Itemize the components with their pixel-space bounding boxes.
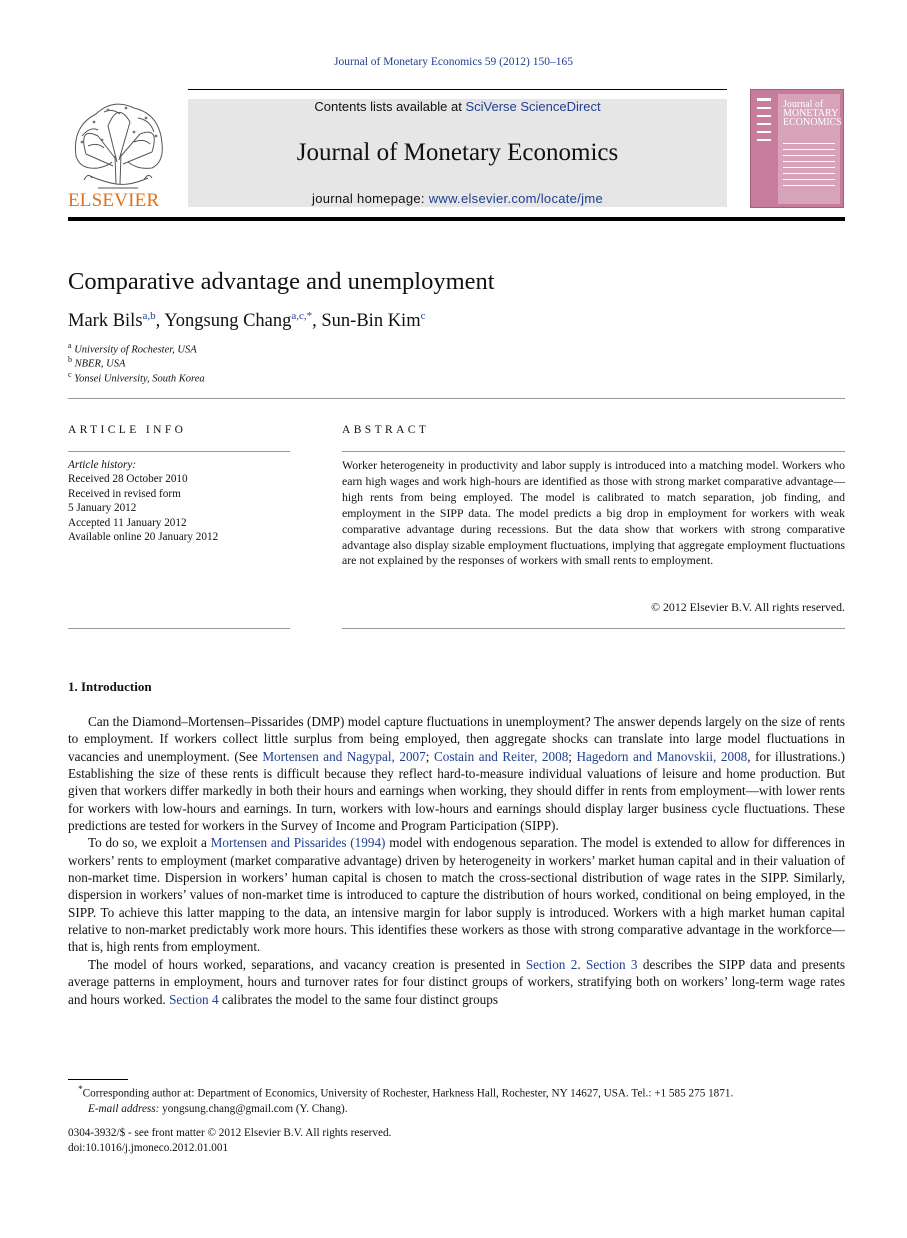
history-item: Received in revised form xyxy=(68,487,181,500)
footnote-corresponding xyxy=(68,1083,845,1102)
divider xyxy=(342,451,845,452)
journal-title: Journal of Monetary Economics xyxy=(296,139,619,166)
affiliation-marker: c xyxy=(68,370,72,379)
doi-line[interactable]: doi:10.1016/j.jmoneco.2012.01.001 xyxy=(68,1142,229,1154)
affiliation-c xyxy=(68,370,205,385)
paragraph xyxy=(68,956,845,1008)
section-link[interactable]: Section 3 xyxy=(586,956,638,972)
cover-contents-lines xyxy=(783,138,835,191)
affiliation-text: Yonsei University, South Korea xyxy=(74,373,205,385)
footnote-marker: * xyxy=(78,1085,83,1095)
section-heading-introduction: 1. Introduction xyxy=(68,679,152,694)
banner-top-rule xyxy=(188,89,727,90)
text-run: describes the SIPP data and presents average patterns in employment, hours and turnover rates for four distinct groups of workers, stratifying both on workers’ long-term wage rates and hours worked. xyxy=(68,956,845,1007)
footnote xyxy=(68,1083,845,1117)
history-item: 5 January 2012 xyxy=(68,502,137,515)
journal-banner xyxy=(188,99,727,207)
publisher-name: ELSEVIER xyxy=(68,190,160,211)
homepage-line xyxy=(188,191,727,206)
contents-line xyxy=(188,99,727,115)
affiliation-b xyxy=(68,355,125,370)
author-name[interactable]: Yongsung Chang xyxy=(164,311,292,332)
history-item: Accepted 11 January 2012 xyxy=(68,516,187,529)
email-address[interactable]: yongsung.chang@gmail.com xyxy=(162,1102,294,1115)
text-run: ; xyxy=(425,748,434,764)
text-run: calibrates the model to the same four distinct groups xyxy=(218,991,498,1007)
text-run: Can the Diamond–Mortensen–Pissarides (DMP) model capture fluctuations in unemployment? The answer depends largely on the size of rents to employment. If workers collect little surplus from being employed, then aggregate shocks can translate into large model fluctuations in vacancies and unemployment. (See xyxy=(68,714,845,764)
section-link[interactable]: Section 2 xyxy=(525,956,578,972)
issn-line: 0304-3932/$ - see front matter © 2012 Elsevier B.V. All rights reserved. xyxy=(68,1127,392,1139)
text-run: To do so, we exploit a xyxy=(88,835,211,851)
author-affiliation-marker[interactable]: a,b xyxy=(142,310,156,322)
author-affiliation-marker[interactable]: c xyxy=(420,310,426,322)
body-text xyxy=(68,713,845,1008)
abstract-heading: ABSTRACT xyxy=(342,424,430,436)
affiliation-text: NBER, USA xyxy=(74,358,126,370)
citation-link[interactable]: Mortensen and Nagypal, 2007 xyxy=(262,748,426,764)
text-run: model with endogenous separation. The model is extended to allow for differences in workers’ rents to employment (market comparative advantage) driven by heterogeneity in workers’ market human capital and in their valuation of non-market time. Dispersion in workers’ human capital is chosen to match the cross-sectional distribution of wage rates in the SIPP. Similarly, dispersion in workers’ values of non-market time is introduced to capture the distribution of hours worked, conditional on being employed, in the SIPP. To achieve this latter mapping to the data, an intensive margin for labor supply is introduced. Workers with a high market human capital relative to non-market predictably work more hours. This identifies these workers as those with strong comparative advantage in the workforce—that is, high rents from employment. xyxy=(68,835,845,955)
text-run: , for illustrations.) Establishing the size of these rents is difficult because they reflect hard-to-measure individual valuations of leisure and home production. But given that workers differ markedly in both their hours and earnings when working, they should differ in rents from employment—with lower rents for workers with low-hours and earnings. In turn, workers with low-hours and earnings should display larger business cycle fluctuations. These predictions are tested for workers in the Survey of Income and Program Participation (SIPP). xyxy=(68,748,846,834)
email-suffix: (Y. Chang). xyxy=(293,1102,348,1115)
section-link[interactable]: Section 4 xyxy=(169,991,219,1007)
history-item: Received 28 October 2010 xyxy=(68,473,188,486)
homepage-prefix: journal homepage: xyxy=(312,191,429,206)
author-name[interactable]: Sun-Bin Kim xyxy=(321,311,421,332)
author-affiliation-marker[interactable]: a,c,* xyxy=(291,310,313,322)
article-title: Comparative advantage and unemployment xyxy=(68,268,495,295)
footnote-rule xyxy=(68,1079,128,1080)
affiliation-text: University of Rochester, USA xyxy=(74,344,197,356)
divider xyxy=(68,451,290,452)
homepage-link[interactable]: www.elsevier.com/locate/jme xyxy=(428,191,603,206)
history-item: Available online 20 January 2012 xyxy=(68,531,219,544)
cover-sidebar xyxy=(755,94,773,204)
affiliation-marker: a xyxy=(68,341,72,350)
footnote-email-line xyxy=(68,1102,845,1117)
cover-title: Journal of MONETARY ECONOMICS xyxy=(783,99,842,128)
journal-cover-image xyxy=(750,89,844,208)
history-label: Article history: xyxy=(68,459,137,471)
text-run: ; xyxy=(568,748,577,764)
citation-link[interactable]: Hagedorn and Manovskii, 2008 xyxy=(576,748,748,764)
divider xyxy=(68,398,845,399)
citation-link[interactable]: Mortensen and Pissarides (1994) xyxy=(210,835,386,851)
paragraph xyxy=(68,834,845,955)
copyright-notice: © 2012 Elsevier B.V. All rights reserved. xyxy=(651,600,845,614)
article-info-heading: ARTICLE INFO xyxy=(68,424,187,436)
divider xyxy=(342,628,845,629)
author-separator: , xyxy=(312,311,322,332)
citation-link[interactable]: Costain and Reiter, 2008 xyxy=(433,748,569,764)
author-list xyxy=(68,310,425,332)
header-thick-rule xyxy=(68,217,845,221)
paragraph xyxy=(68,713,845,834)
email-label: E-mail address: xyxy=(88,1102,160,1115)
affiliation-marker: b xyxy=(68,355,72,364)
text-run: The model of hours worked, separations, and vacancy creation is presented in xyxy=(88,956,526,972)
author-separator: , xyxy=(155,311,165,332)
article-history xyxy=(68,458,290,544)
author-name[interactable]: Mark Bils xyxy=(68,311,143,332)
text-run: . xyxy=(577,956,587,972)
issn-block xyxy=(68,1126,391,1156)
journal-citation[interactable]: Journal of Monetary Economics 59 (2012) 150–165 xyxy=(334,56,573,68)
abstract-text: Worker heterogeneity in productivity and labor supply is introduced into a matching model. Workers who earn high wages and work high-hours are identified as those with strong market comparative advantage—high rents from being employed. The model is calibrated to match separation, job finding, and employment in the SIPP data. The model predicts a big drop in employment for workers with weak comparative advantage during recessions. But the data show that workers with strong comparative advantage also display sizable employment fluctuations, implying that aggregate employment fluctuations are not explained by the responses of workers with small rents to employment. xyxy=(342,458,845,568)
divider xyxy=(68,628,290,629)
contents-prefix: Contents lists available at xyxy=(314,99,466,114)
affiliation-a xyxy=(68,341,197,356)
elsevier-logo xyxy=(68,96,168,210)
sciencedirect-link[interactable]: SciVerse ScienceDirect xyxy=(465,99,601,114)
footnote-text: Corresponding author at: Department of Economics, University of Rochester, Harkness Hall, Rochester, NY 14627, USA. Tel.: +1 585 275 1871. xyxy=(82,1087,734,1100)
